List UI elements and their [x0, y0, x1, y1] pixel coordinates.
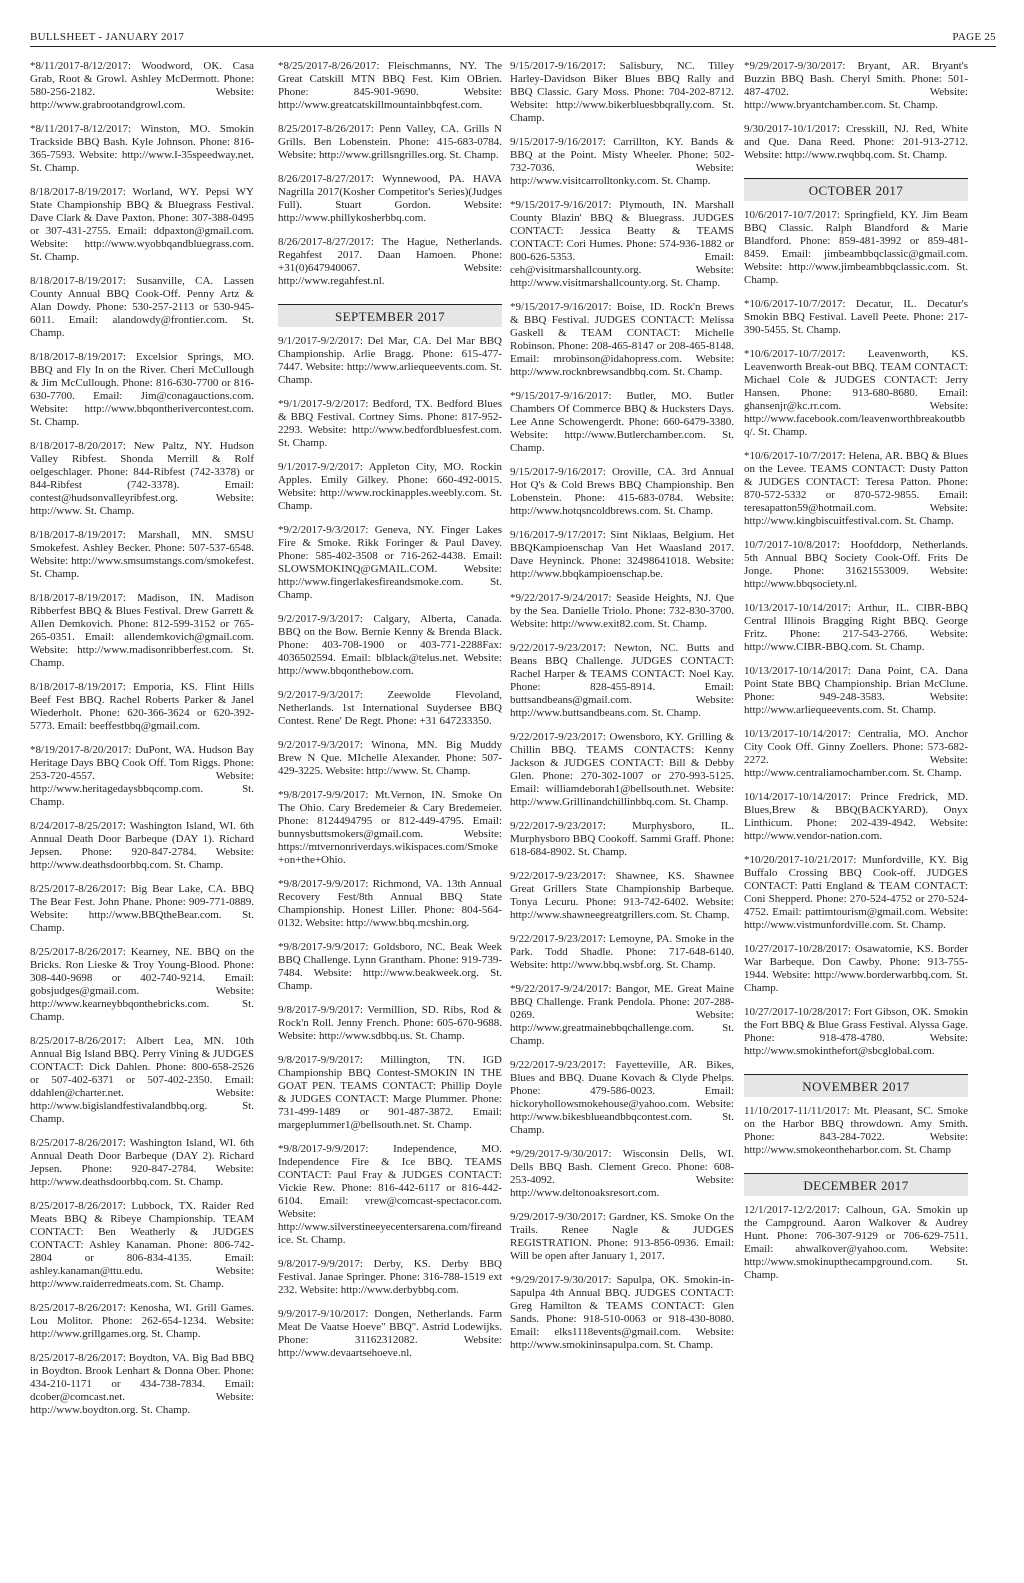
- month-heading: NOVEMBER 2017: [744, 1074, 968, 1097]
- event-entry: 10/13/2017-10/14/2017: Centralia, MO. Anchor City Cook Off. Ginny Zoellers. Phone: 573-682-2272. Website: http://www.centraliamochamber.com. St. Champ.: [744, 728, 968, 779]
- event-entry: 10/27/2017-10/28/2017: Fort Gibson, OK. Smokin the Fort BBQ & Blue Grass Festival. Alyssa Gage. Phone: 918-478-4780. Website: http://www.smokinthefort@sbcglobal.com.: [744, 1006, 968, 1057]
- event-entry: *10/20/2017-10/21/2017: Munfordville, KY. Big Buffalo Crossing BBQ Cook-off. JUDGES CONTACT: Patti England & TEAM CONTACT: Coni Shepperd. Phone: 270-524-4752 or 270-524-4752. Email: pattimtourism@gmail.com. Website: http://www.vistmunfordville.com. St. Champ.: [744, 854, 968, 931]
- event-entry: *9/8/2017-9/9/2017: Mt.Vernon, IN. Smoke On The Ohio. Cary Bredemeier & Cary Bredemeier. Phone: 8124494795 or 812-449-4795. Email: bunnysbuttsmokers@gmail.com. Website: https://mtvernonriverdays.wikispaces.com/Smoke+on+the+Ohio.: [278, 789, 502, 866]
- event-entry: 8/25/2017-8/26/2017: Penn Valley, CA. Grills N Grills. Ben Lobenstein. Phone: 415-683-0784. Website: http://www.grillsngrilles.org. St. Champ.: [278, 123, 502, 161]
- event-entry: 8/25/2017-8/26/2017: Boydton, VA. Big Bad BBQ in Boydton. Brook Lenhart & Donna Ober. Phone: 434-210-1171 or 434-738-7834. Email: dcober@comcast.net. Website: http://www.boydton.org. St. Champ.: [30, 1352, 254, 1416]
- month-heading: OCTOBER 2017: [744, 178, 968, 201]
- event-entry: 8/25/2017-8/26/2017: Kearney, NE. BBQ on the Bricks. Ron Lieske & Troy Young-Blood. Phone: 308-440-9698 or 402-740-9214. Email: gobsjudges@gmail.com. Website: http://www.kearneybbqonthebricks.com. St. Champ.: [30, 946, 254, 1023]
- event-entry: 9/8/2017-9/9/2017: Derby, KS. Derby BBQ Festival. Janae Springer. Phone: 316-788-1519 ext 232. Website: http://www.derbybbq.com.: [278, 1258, 502, 1296]
- event-entry: *9/8/2017-9/9/2017: Richmond, VA. 13th Annual Recovery Fest/8th Annual BBQ State Championship. Honest Liller. Phone: 804-564-0132. Website: http://www.bbq.mcshin.org.: [278, 878, 502, 929]
- column-2: [278, 60, 502, 1570]
- event-entry: 9/16/2017-9/17/2017: Sint Niklaas, Belgium. Het BBQKampioenschap Van Het Waasland 2017. Dave Heyninck. Phone: 32498641018. Website: http://www.bbqkampioenschap.be.: [510, 529, 734, 580]
- event-entry: 10/13/2017-10/14/2017: Arthur, IL. CIBR-BBQ Central Illinois Bragging Right BBQ. George Fritz. Phone: 217-543-2766. Website: http://www.CIBR-BBQ.com. St. Champ.: [744, 602, 968, 653]
- event-entry: 9/29/2017-9/30/2017: Gardner, KS. Smoke On the Trails. Renee Nagle & JUDGES REGISTRATION. Phone: 913-856-0936. Email: Will be open after January 1, 2017.: [510, 1211, 734, 1262]
- event-entry: 9/15/2017-9/16/2017: Oroville, CA. 3rd Annual Hot Q's & Cold Brews BBQ Championship. Ben Lobenstein. Phone: 415-683-0784. Website: http://www.hotqsncoldbrews.com. St. Champ.: [510, 466, 734, 517]
- event-entry: *8/19/2017-8/20/2017: DuPont, WA. Hudson Bay Heritage Days BBQ Cook Off. Tom Riggs. Phone: 253-720-4557. Website: http://www.heritagedaysbbqcomp.com. St. Champ.: [30, 744, 254, 808]
- event-entry: *9/8/2017-9/9/2017: Goldsboro, NC. Beak Week BBQ Challenge. Lynn Grantham. Phone: 919-739-7484. Website: http://www.beakweek.org. St. Champ.: [278, 941, 502, 992]
- event-entry: 10/14/2017-10/14/2017: Prince Fredrick, MD. Blues,Brew & BBQ(BACKYARD). Onyx Linthicum. Phone: 202-439-4942. Website: http://www.vendor-nation.com.: [744, 791, 968, 842]
- event-entry: 9/22/2017-9/23/2017: Owensboro, KY. Grilling & Chillin BBQ. TEAMS CONTACTS: Kenny Jackson & JUDGES CONTACT: Bill & Debby Glen. Phone: 270-302-1007 or 270-993-5125. Email: williamdeborah1@bellsouth.net. Website: http://www.Grillinandchillinbbq.com. St. Champ.: [510, 731, 734, 808]
- event-entry: 12/1/2017-12/2/2017: Calhoun, GA. Smokin up the Campground. Aaron Walkover & Audrey Hunt. Phone: 706-307-9129 or 706-629-7511. Email: ahwalkover@yahoo.com. Website: http://www.smokinupthecampground.com. St. Champ.: [744, 1204, 968, 1281]
- event-entry: 8/18/2017-8/19/2017: Emporia, KS. Flint Hills Beef Fest BBQ. Rachel Roberts Parker & Janel Wiederholt. Phone: 620-366-3624 or 620-392-5773. Email: beeffestbbq@gmail.com.: [30, 681, 254, 732]
- event-entry: *9/2/2017-9/3/2017: Geneva, NY. Finger Lakes Fire & Smoke. Rikk Foringer & Paul Davey. Phone: 585-402-3508 or 716-262-4438. Email: SLOWSMOKINQ@GMAIL.COM. Website: http://www.fingerlakesfireandsmoke.com. St. Champ.: [278, 524, 502, 601]
- event-entry: 8/24/2017-8/25/2017: Washington Island, WI. 6th Annual Death Door Barbeque (DAY 1). Richard Jepsen. Phone: 920-847-2784. Website: http://www.deathsdoorbbq.com. St. Champ.: [30, 820, 254, 871]
- event-entry: *10/6/2017-10/7/2017: Leavenworth, KS. Leavenworth Break-out BBQ. TEAM CONTACT: Michael Cole & JUDGES CONTACT: Jerry Hansen. Phone: 913-680-8680. Email: ghansenjr@kc.rr.com. Website: http://www.facebook.com/leavenworthbreakoutbbq/. St. Champ.: [744, 348, 968, 438]
- event-entry: 9/9/2017-9/10/2017: Dongen, Netherlands. Farm Meat De Vaatse Hoeve" BBQ". Astrid Lodewijks. Phone: 31162312082. Website: http://www.devaartsehoeve.nl.: [278, 1308, 502, 1359]
- event-entry: *9/29/2017-9/30/2017: Sapulpa, OK. Smokin-in-Sapulpa 4th Annual BBQ. JUDGES CONTACT: Greg Hamilton & TEAMS CONTACT: Glen Sands. Phone: 918-510-0063 or 918-430-8080. Email: elks1118events@gmail.com. Website: http://www.smokininsapulpa.com. St. Champ.: [510, 1274, 734, 1351]
- column-1: [30, 60, 254, 1570]
- event-entry: 10/6/2017-10/7/2017: Springfield, KY. Jim Beam BBQ Classic. Ralph Blandford & Marie Blandford. Phone: 859-481-3992 or 859-481-8459. Email: jimbeambbqclassic@gmail.com. Website: http://www.jimbeambbqclassic.com. St. Champ.: [744, 209, 968, 286]
- event-entry: 10/7/2017-10/8/2017: Hoofddorp, Netherlands. 5th Annual BBQ Society Cook-Off. Frits De Jonge. Phone: 31621553009. Website: http://www.bbqsociety.nl.: [744, 539, 968, 590]
- event-entry: *10/6/2017-10/7/2017: Helena, AR. BBQ & Blues on the Levee. TEAMS CONTACT: Dusty Patton & JUDGES CONTACT: Teresa Patton. Phone: 870-572-5332 or 870-572-9855. Email: teresapatton59@hotmail.com. Website: http://www.kingbiscuitfestival.com. St. Champ.: [744, 450, 968, 527]
- event-entry: 9/8/2017-9/9/2017: Millington, TN. IGD Championship BBQ Contest-SMOKIN IN THE GOAT PEN. TEAMS CONTACT: Phillip Doyle & JUDGES CONTACT: Marge Plummer. Phone: 731-499-1489 or 901-487-3872. Email: margeplummer1@bellsouth.net. St. Champ.: [278, 1054, 502, 1131]
- event-entry: *9/22/2017-9/24/2017: Seaside Heights, NJ. Que by the Sea. Danielle Triolo. Phone: 732-830-3700. Website: http://www.exit82.com. St. Champ.: [510, 592, 734, 630]
- event-entry: 8/18/2017-8/20/2017: New Paltz, NY. Hudson Valley Ribfest. Shonda Merrill & Rolf oelgeschlager. Phone: 844-Ribfest (742-3378) or 844-Ribfest (742-3378). Email: contest@hudsonvalleyribfest.org. Website: http://www. St. Champ.: [30, 440, 254, 517]
- month-heading: DECEMBER 2017: [744, 1173, 968, 1196]
- event-entry: *9/1/2017-9/2/2017: Bedford, TX. Bedford Blues & BBQ Festival. Cortney Sims. Phone: 817-952-2293. Website: http://www.bedfordbluesfest.com. St. Champ.: [278, 398, 502, 449]
- event-entry: 9/22/2017-9/23/2017: Lemoyne, PA. Smoke in the Park. Todd Shadle. Phone: 717-648-6140. Website: http://www.bbq.wsbf.org. St. Champ.: [510, 933, 734, 971]
- event-entry: 9/2/2017-9/3/2017: Calgary, Alberta, Canada. BBQ on the Bow. Bernie Kenny & Brenda Black. Phone: 403-708-1900 or 403-771-2288Fax: 4036502594. Email: blblack@telus.net. Website: http://www.bbqonthebow.com.: [278, 613, 502, 677]
- event-entry: 8/26/2017-8/27/2017: The Hague, Netherlands. Regahfest 2017. Daan Hamoen. Phone: +31(0)647940067. Website: http://www.regahfest.nl.: [278, 236, 502, 287]
- event-entry: *9/15/2017-9/16/2017: Boise, ID. Rock'n Brews & BBQ Festival. JUDGES CONTACT: Melissa Gaskell & TEAM CONTACT: Michelle Robinson. Phone: 208-465-8147 or 208-465-8148. Email: mrobinson@idahopress.com. Website: http://www.rocknbrewsandbbq.com. St. Champ.: [510, 301, 734, 378]
- event-entry: 8/25/2017-8/26/2017: Lubbock, TX. Raider Red Meats BBQ & Ribeye Championship. TEAM CONTACT: Ben Weatherly & JUDGES CONTACT: Ashley Kanaman. Phone: 806-742-2804 or 806-834-4135. Email: ashley.kanaman@ttu.edu. Website: http://www.raiderredmeats.com. St. Champ.: [30, 1200, 254, 1290]
- event-entry: 8/25/2017-8/26/2017: Kenosha, WI. Grill Games. Lou Molitor. Phone: 262-654-1234. Website: http://www.grillgames.org. St. Champ.: [30, 1302, 254, 1340]
- event-entry: 9/15/2017-9/16/2017: Carrillton, KY. Bands & BBQ at the Point. Misty Wheeler. Phone: 502-732-7036. Website: http://www.visitcarrolltonky.com. St. Champ.: [510, 136, 734, 187]
- event-entry: 9/8/2017-9/9/2017: Vermillion, SD. Ribs, Rod & Rock'n Roll. Jenny French. Phone: 605-670-9688. Website: http://www.sdbbq.us. St. Champ.: [278, 1004, 502, 1042]
- page-header: [30, 28, 996, 47]
- event-entry: 10/13/2017-10/14/2017: Dana Point, CA. Dana Point State BBQ Championship. Brian McClune. Phone: 949-248-3583. Website: http://www.arliequeevents.com. St. Champ.: [744, 665, 968, 716]
- event-entry: 11/10/2017-11/11/2017: Mt. Pleasant, SC. Smoke on the Harbor BBQ throwdown. Amy Smith. Phone: 843-284-7022. Website: http://www.smokeontheharbor.com. St. Champ: [744, 1105, 968, 1156]
- event-entry: 10/27/2017-10/28/2017: Osawatomie, KS. Border War Barbeque. Don Cawby. Phone: 913-755-1944. Website: http://www.borderwarbbq.com. St. Champ.: [744, 943, 968, 994]
- event-entry: 8/18/2017-8/19/2017: Susanville, CA. Lassen County Annual BBQ Cook-Off. Penny Artz & Alan Dowdy. Phone: 530-257-2113 or 530-945-6011. Email: alandowdy@frontier.com. St. Champ.: [30, 275, 254, 339]
- event-listings: [30, 60, 998, 1570]
- event-entry: 9/22/2017-9/23/2017: Fayetteville, AR. Bikes, Blues and BBQ. Duane Kovach & Clyde Phelps. Phone: 479-586-0023. Email: hickoryhollowsmokehouse@yahoo.com. Website: http://www.bikesblueandbbqcontest.com. St. Champ.: [510, 1059, 734, 1136]
- event-entry: 9/22/2017-9/23/2017: Murphysboro, IL. Murphysboro BBQ Cookoff. Sammi Graff. Phone: 618-684-8902. St. Champ.: [510, 820, 734, 858]
- event-entry: 8/25/2017-8/26/2017: Albert Lea, MN. 10th Annual Big Island BBQ. Perry Vining & JUDGES CONTACT: Dick Dahlen. Phone: 800-658-2526 or 507-402-6371 or 507-402-2350. Email: ddahlen@charter.net. Website: http://www.bigislandfestivalandbbq.org. St. Champ.: [30, 1035, 254, 1125]
- event-entry: *10/6/2017-10/7/2017: Decatur, IL. Decatur's Smokin BBQ Festival. Lavell Peete. Phone: 217-390-5455. St. Champ.: [744, 298, 968, 336]
- event-entry: 8/18/2017-8/19/2017: Worland, WY. Pepsi WY State Championship BBQ & Bluegrass Festival. Dave Clark & Dave Paxton. Phone: 307-388-0495 or 307-431-2755. Email: ddpaxton@gmail.com. Website: http://www.wyobbqandbluegrass.com. St. Champ.: [30, 186, 254, 263]
- event-entry: 8/18/2017-8/19/2017: Excelsior Springs, MO. BBQ and Fly In on the River. Cheri McCullough & Jim McCullough. Phone: 816-630-7700 or 816-630-7700. Email: Jim@conagauctions.com. Website: http://www.bbqontherivercontest.com. St. Champ.: [30, 351, 254, 428]
- event-entry: *8/11/2017-8/12/2017: Winston, MO. Smokin Trackside BBQ Bash. Kyle Johnson. Phone: 816-365-7593. Website: http://www.I-35speedway.net. St. Champ.: [30, 123, 254, 174]
- event-entry: *8/25/2017-8/26/2017: Fleischmanns, NY. The Great Catskill MTN BBQ Fest. Kim OBrien. Phone: 845-901-9690. Website: http://www.greatcatskillmountainbbqfest.com.: [278, 60, 502, 111]
- event-entry: 8/25/2017-8/26/2017: Washington Island, WI. 6th Annual Death Door Barbeque (DAY 2). Richard Jepsen. Phone: 920-847-2784. Website: http://www.deathsdoorbbq.com. St. Champ.: [30, 1137, 254, 1188]
- event-entry: 9/1/2017-9/2/2017: Appleton City, MO. Rockin Apples. Emily Gilkey. Phone: 660-492-0015. Website: http://www.rockinapples.weebly.com. St. Champ.: [278, 461, 502, 512]
- event-entry: 9/2/2017-9/3/2017: Winona, MN. Big Muddy Brew N Que. MIchelle Alexander. Phone: 507-429-3225. Website: http://www. St. Champ.: [278, 739, 502, 777]
- event-entry: *9/22/2017-9/24/2017: Bangor, ME. Great Maine BBQ Challenge. Frank Pendola. Phone: 207-288-0269. Website: http://www.greatmainebbqchallenge.com. St. Champ.: [510, 983, 734, 1047]
- event-entry: *9/8/2017-9/9/2017: Independence, MO. Independence Fire & Ice BBQ. TEAMS CONTACT: Paul Fray & JUDGES CONTACT: Vickie Rew. Phone: 816-442-6117 or 816-442-6104. Email: vrew@comcast-spectacor.com. Website: http://www.silverstineeyecentersarena.com/fireandice. St. Champ.: [278, 1143, 502, 1246]
- event-entry: 8/18/2017-8/19/2017: Madison, IN. Madison Ribberfest BBQ & Blues Festival. Drew Garrett & Allen Demkovich. Phone: 812-599-3152 or 765-265-0351. Email: allendemkovich@gmail.com. Website: http://www.madisonribberfest.com. St. Champ.: [30, 592, 254, 669]
- month-heading: SEPTEMBER 2017: [278, 304, 502, 327]
- event-entry: 9/2/2017-9/3/2017: Zeewolde Flevoland, Netherlands. 1st International Suydersee BBQ Contest. Rene' De Regt. Phone: +31 647233350.: [278, 689, 502, 727]
- event-entry: 9/30/2017-10/1/2017: Cresskill, NJ. Red, White and Que. Dana Reed. Phone: 201-913-2712. Website: http://www.rwqbbq.com. St. Champ.: [744, 123, 968, 161]
- event-entry: *9/15/2017-9/16/2017: Butler, MO. Butler Chambers Of Commerce BBQ & Hucksters Days. Lee Anne Schowengerdt. Phone: 660-6479-3380. Website: http://www.Butlerchamber.com. St. Champ.: [510, 390, 734, 454]
- event-entry: *9/29/2017-9/30/2017: Wisconsin Dells, WI. Dells BBQ Bash. Clement Greco. Phone: 608-253-4092. Website: http://www.deltonoaksresort.com.: [510, 1148, 734, 1199]
- publication-title: BULLSHEET - JANUARY 2017: [30, 31, 185, 43]
- event-entry: *8/11/2017-8/12/2017: Woodword, OK. Casa Grab, Root & Growl. Ashley McDermott. Phone: 580-256-2182. Website: http://www.grabrootandgrowl.com.: [30, 60, 254, 111]
- event-entry: 9/22/2017-9/23/2017: Newton, NC. Butts and Beans BBQ Challenge. JUDGES CONTACT: Rachel Harper & TEAMS CONTACT: Noel Kay. Phone: 828-455-8914. Email: buttsandbeans@gmail.com. Website: http://www.buttsandbeans.com. St. Champ.: [510, 642, 734, 719]
- event-entry: *9/15/2017-9/16/2017: Plymouth, IN. Marshall County Blazin' BBQ & Bluegrass. JUDGES CONTACT: Jessica Beatty & TEAMS CONTACT: Cori Humes. Phone: 574-936-1882 or 800-626-5353. Email: ceh@visitmarshallcounty.org. Website: http://www.visitmarshallcounty.org. St. Champ.: [510, 199, 734, 289]
- event-entry: 9/15/2017-9/16/2017: Salisbury, NC. Tilley Harley-Davidson Biker Blues BBQ Rally and BBQ Classic. Gary Moss. Phone: 704-202-8712. Website: http://www.bikerbluesbbqrally.com. St. Champ.: [510, 60, 734, 124]
- page-number: PAGE 25: [952, 31, 996, 43]
- column-3: [510, 60, 734, 1570]
- event-entry: 9/1/2017-9/2/2017: Del Mar, CA. Del Mar BBQ Championship. Arlie Bragg. Phone: 615-477-7447. Website: http://www.arliequeevents.com. St. Champ.: [278, 335, 502, 386]
- event-entry: 8/18/2017-8/19/2017: Marshall, MN. SMSU Smokefest. Ashley Becker. Phone: 507-537-6548. Website: http://www.smsumstangs.com/smokefest. St. Champ.: [30, 529, 254, 580]
- event-entry: 8/25/2017-8/26/2017: Big Bear Lake, CA. BBQ The Bear Fest. John Phane. Phone: 909-771-0889. Website: http://www.BBQtheBear.com. St. Champ.: [30, 883, 254, 934]
- column-4: [744, 60, 968, 1570]
- event-entry: *9/29/2017-9/30/2017: Bryant, AR. Bryant's Buzzin BBQ Bash. Cheryl Smith. Phone: 501-487-4702. Website: http://www.bryantchamber.com. St. Champ.: [744, 60, 968, 111]
- event-entry: 9/22/2017-9/23/2017: Shawnee, KS. Shawnee Great Grillers State Championship Barbeque. Tonya Lecuru. Phone: 913-742-6402. Website: http://www.shawneegreatgrillers.com. St. Champ.: [510, 870, 734, 921]
- event-entry: 8/26/2017-8/27/2017: Wynnewood, PA. HAVA Nagrilla 2017(Kosher Competitor's Series)(Judges Full). Stuart Gordon. Website: http://www.phillykosherbbq.com.: [278, 173, 502, 224]
